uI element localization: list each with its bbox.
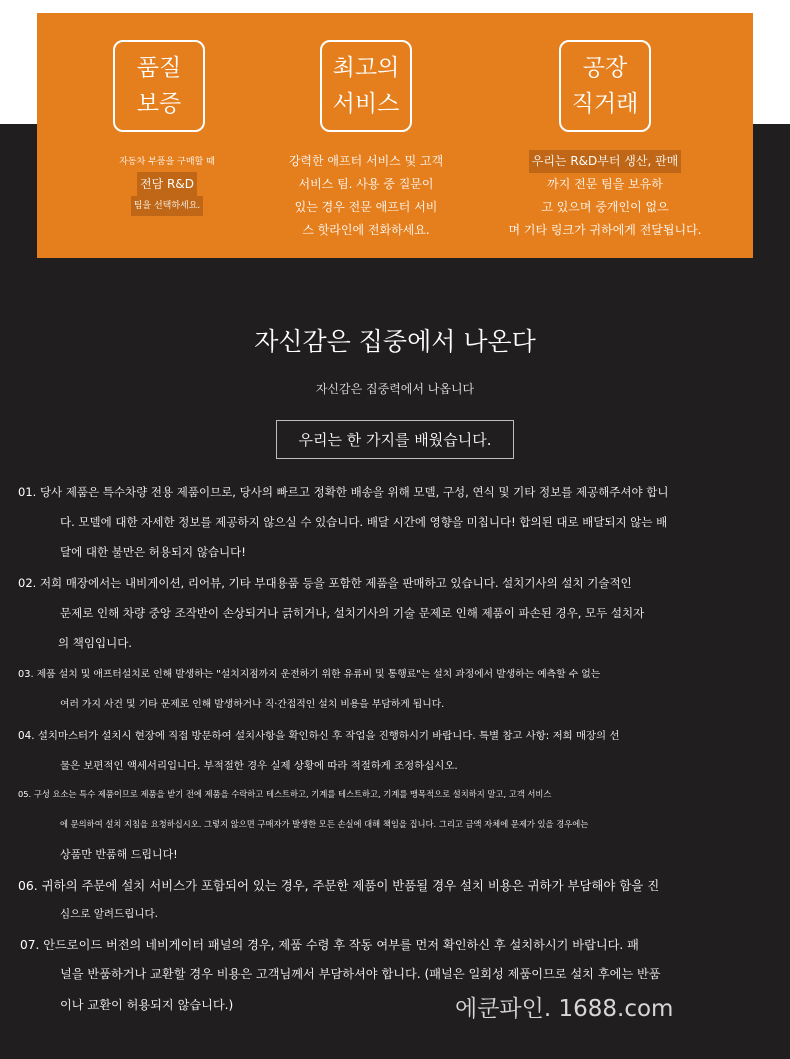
notice-05-line-2: 에 문의하여 설치 지침을 요청하십시오. 그렇지 않으면 구매자가 발생한 모든 손실에 대해 책임을 집니다. 그리고 금액 자체에 문제가 있을 경우에는 — [60, 819, 589, 829]
notice-05-line-3: 상품만 반품해 드립니다! — [60, 848, 178, 861]
notice-07-line-1: 07. 안드로이드 버전의 네비게이터 패널의 경우, 제품 수령 후 작동 여부를 먼저 확인하신 후 설치하시기 바랍니다. 패 — [20, 938, 639, 952]
quality-badge-line-1: 품질 — [136, 55, 182, 81]
headline: 자신감은 집중에서 나온다 — [254, 327, 536, 356]
lesson-text: 우리는 한 가지를 배웠습니다. — [298, 431, 492, 449]
factory-direct-badge — [559, 40, 651, 132]
factory-desc-line-2: 까지 전문 팀을 보유하 — [547, 177, 663, 191]
quality-desc-line-3: 팀을 선택하세요. — [131, 196, 204, 216]
service-description — [256, 150, 476, 242]
notice-07-line-2: 널을 반품하거나 교환할 경우 비용은 고객님께서 부담하셔야 합니다. (패널은 일회성 제품이므로 설치 후에는 반품 — [60, 967, 661, 981]
notice-05-line-1: 05. 구성 요소는 특수 제품이므로 제품을 받기 전에 제품을 수락하고 테스트하고, 기계를 테스트하고, 기계를 맹목적으로 설치하지 말고, 고객 서비스 — [18, 789, 552, 799]
factory-badge-line-1: 공장 — [582, 55, 628, 81]
notice-06-line-2: 심으로 알려드립니다. — [60, 908, 158, 920]
watermark: 에쿤파인. 1688.com — [455, 996, 674, 1022]
notice-02-line-2: 문제로 인해 차량 중앙 조작반이 손상되거나 긁히거나, 설치기사의 기술 문제로 인해 제품이 파손된 경우, 모두 설치자 — [60, 606, 645, 620]
quality-badge-line-2: 보증 — [136, 91, 182, 117]
lesson-box — [276, 420, 514, 459]
features-panel — [37, 13, 753, 258]
notice-01-line-3: 달에 대한 불만은 허용되지 않습니다! — [60, 545, 246, 559]
factory-badge-line-2: 직거래 — [571, 91, 639, 117]
notice-03-line-2: 여러 가지 사건 및 기타 문제로 인해 발생하거나 직·간접적인 설치 비용을 부담하게 됩니다. — [60, 699, 445, 710]
service-desc-line-1: 강력한 애프터 서비스 및 고객 — [288, 154, 444, 168]
notice-02-line-3: 의 책임입니다. — [58, 636, 132, 650]
notice-04-line-2: 물은 보편적인 액세서리입니다. 부적절한 경우 실제 상황에 따라 적절하게 조정하십시오. — [60, 760, 458, 772]
notice-01-line-1: 01. 당사 제품은 특수차량 전용 제품이므로, 당사의 빠르고 정확한 배송을 위해 모델, 구성, 연식 및 기타 정보를 제공해주셔야 합니 — [18, 485, 669, 499]
service-badge — [320, 40, 412, 132]
factory-desc-line-4: 며 기타 링크가 귀하에게 전달됩니다. — [508, 223, 702, 237]
factory-description — [475, 150, 735, 242]
quality-badge — [113, 40, 205, 132]
notice-01-line-2: 다. 모델에 대한 자세한 정보를 제공하지 않으실 수 있습니다. 배달 시간에 영향을 미칩니다! 합의된 대로 배달되지 않는 배 — [60, 515, 668, 529]
notice-02-line-1: 02. 저희 매장에서는 내비게이션, 리어뷰, 기타 부대용품 등을 포함한 제품을 판매하고 있습니다. 설치기사의 설치 기술적인 — [18, 576, 632, 590]
service-desc-line-4: 스 핫라인에 전화하세요. — [302, 223, 430, 237]
notice-03-line-1: 03. 제품 설치 및 애프터설치로 인해 발생하는 "설치지점까지 운전하기 위한 유류비 및 통행료"는 설치 과정에서 발생하는 예측할 수 없는 — [18, 669, 601, 680]
quality-desc-line-2: 전담 R&D — [137, 172, 197, 196]
quality-description — [77, 152, 257, 216]
service-desc-line-2: 서비스 팀. 사용 중 질문이 — [298, 177, 434, 191]
service-badge-line-2: 서비스 — [332, 91, 400, 117]
service-badge-line-1: 최고의 — [332, 55, 400, 81]
quality-desc-line-1: 자동차 부품을 구매할 때 — [119, 157, 215, 167]
notice-04-line-1: 04. 설치마스터가 설치시 현장에 직접 방문하여 설치사항을 확인하신 후 작업을 진행하시기 바랍니다. 특별 참고 사항: 저희 매장의 선 — [18, 730, 620, 742]
subheadline: 자신감은 집중력에서 나옵니다 — [315, 382, 475, 396]
service-desc-line-3: 있는 경우 전문 애프터 서비 — [294, 200, 438, 214]
factory-desc-line-3: 고 있으며 중개인이 없으 — [541, 200, 669, 214]
factory-desc-line-1: 우리는 R&D부터 생산, 판매 — [529, 150, 682, 173]
notice-06-line-1: 06. 귀하의 주문에 설치 서비스가 포함되어 있는 경우, 주문한 제품이 반품될 경우 설치 비용은 귀하가 부담해야 함을 진 — [18, 878, 660, 893]
notice-07-line-3: 이나 교환이 허용되지 않습니다.) — [60, 998, 234, 1012]
